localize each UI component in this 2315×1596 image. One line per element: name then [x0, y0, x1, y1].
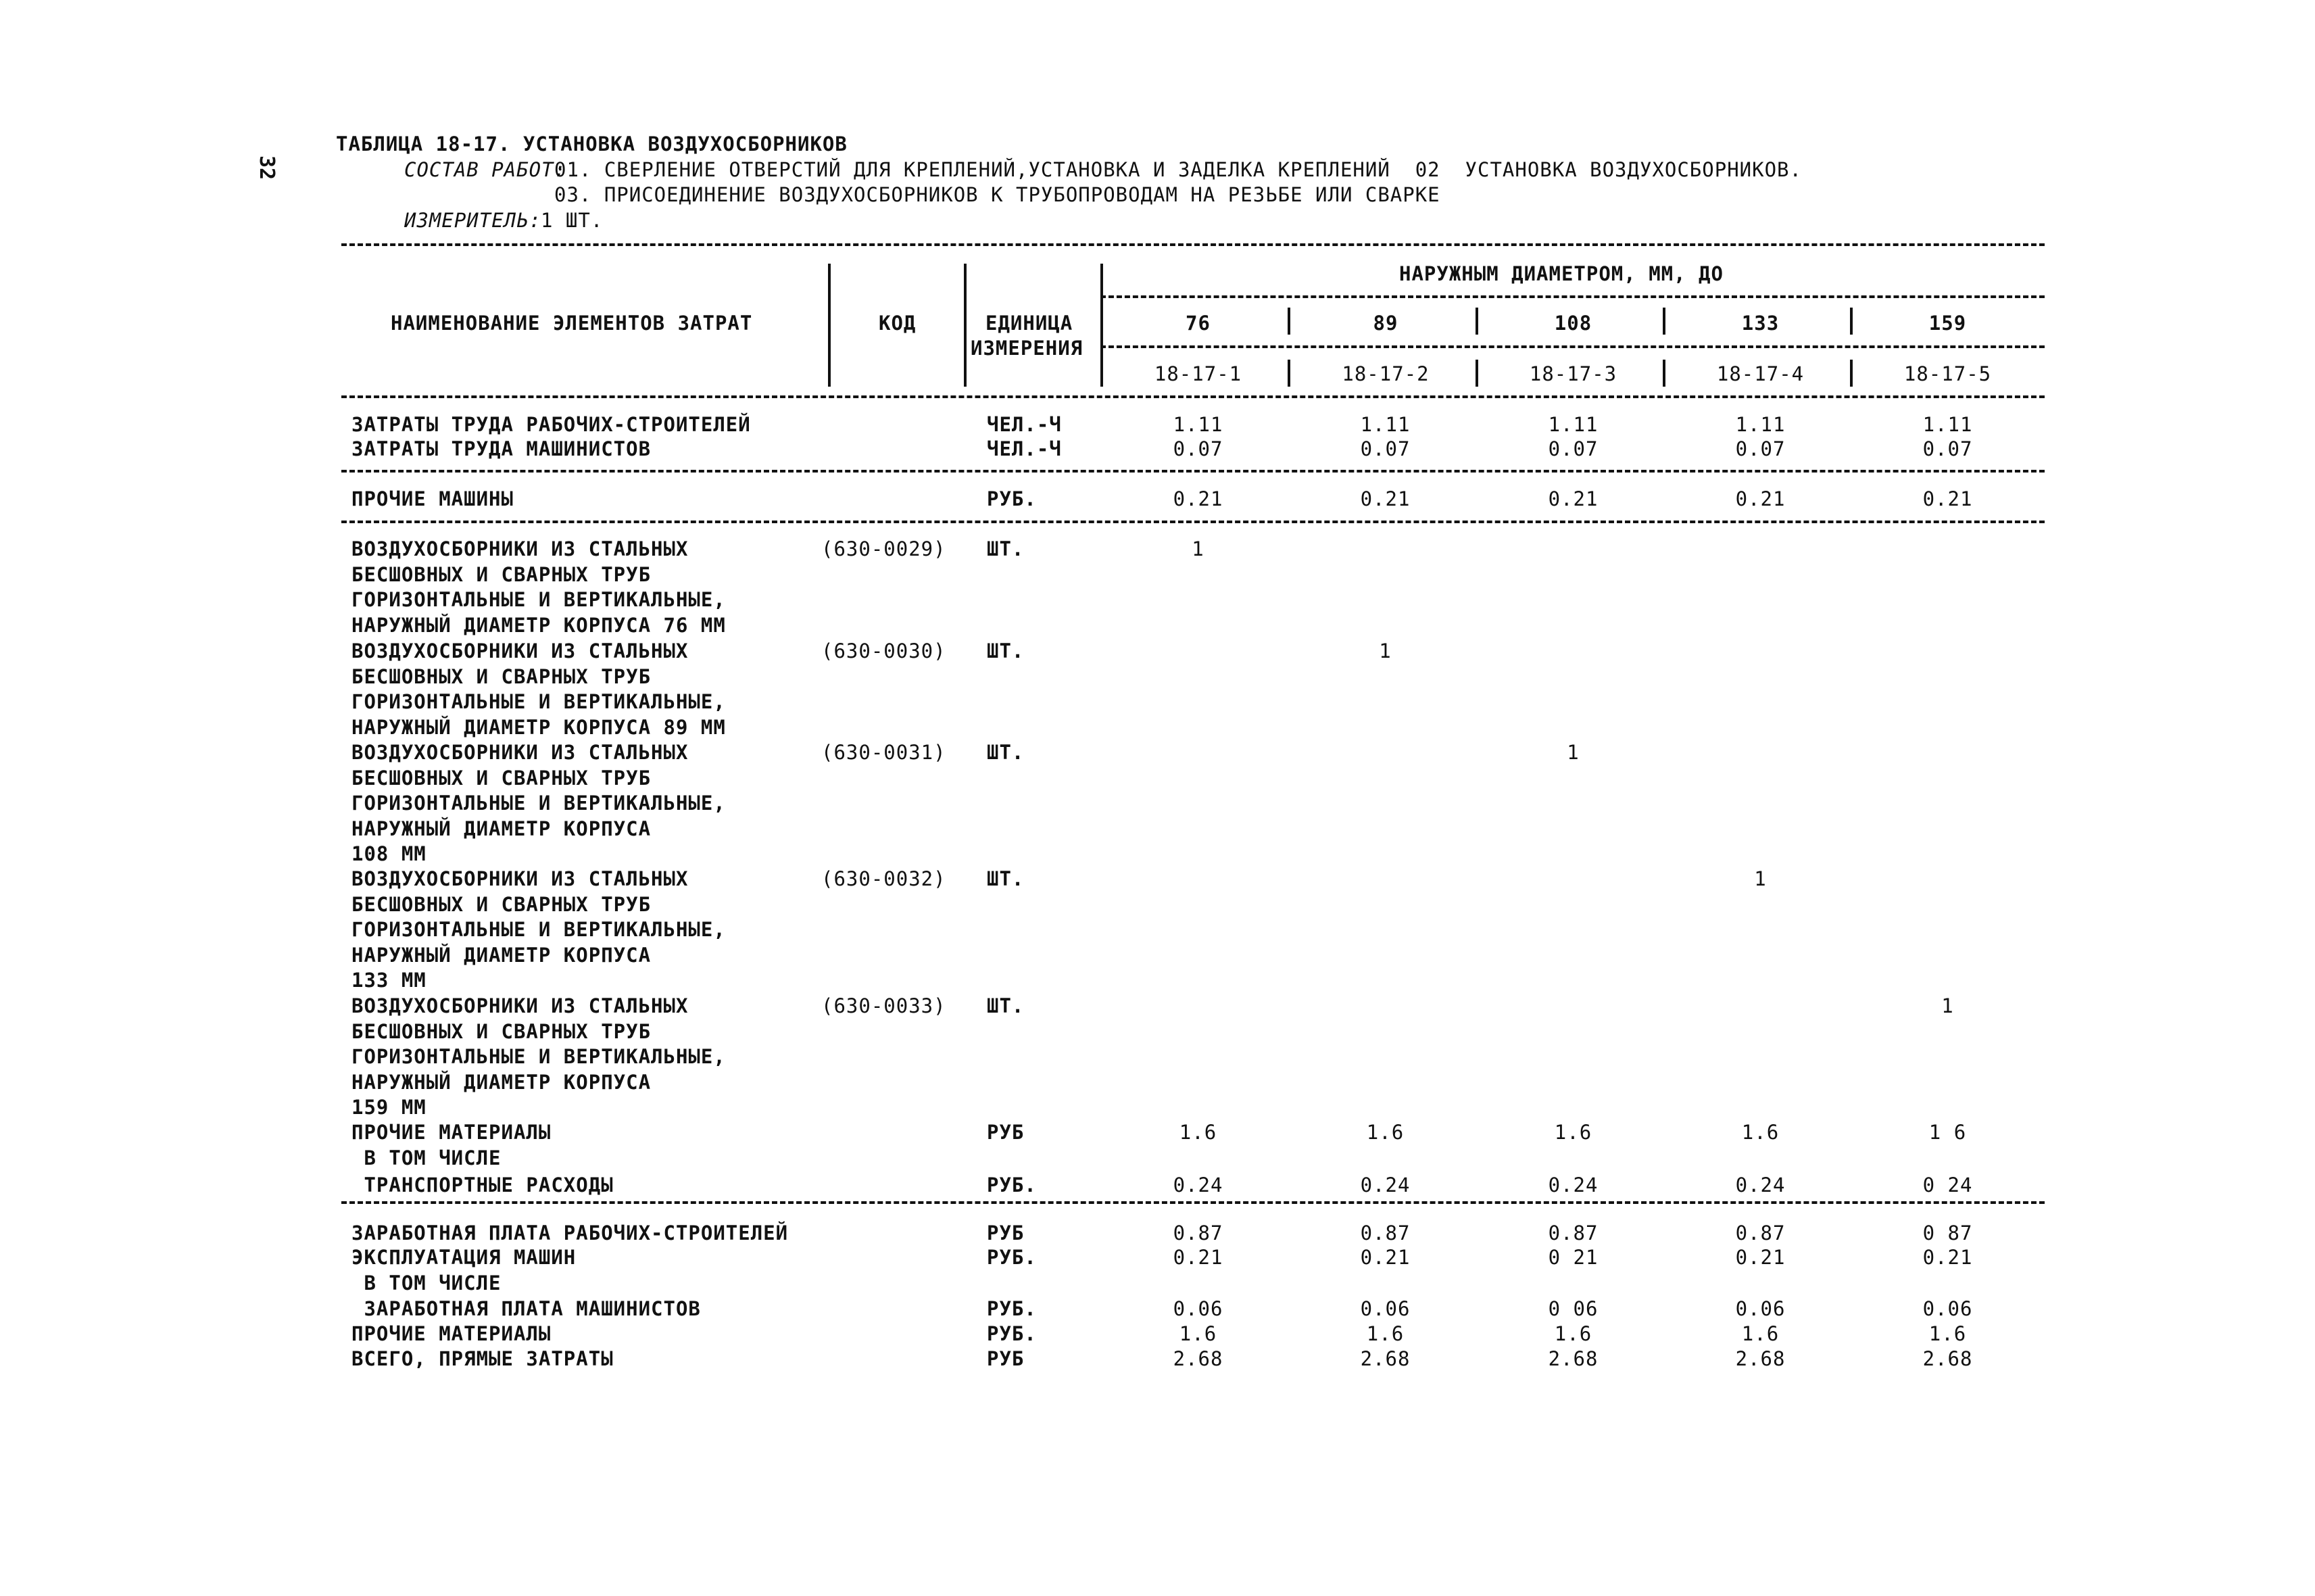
row-value: 0.24 — [1548, 1174, 1599, 1196]
row-value: 0.87 — [1548, 1222, 1599, 1244]
header-group: НАРУЖНЫМ ДИАМЕТРОМ, ММ, ДО — [1399, 262, 1724, 285]
row-value: 1.6 — [1928, 1322, 1967, 1345]
row-value: 0 21 — [1548, 1246, 1599, 1269]
row-value: 1.11 — [1922, 413, 1973, 436]
header-name: НАИМЕНОВАНИЕ ЭЛЕМЕНТОВ ЗАТРАТ — [391, 312, 753, 335]
rule-section-3 — [341, 1201, 2045, 1204]
row-value: 0.07 — [1922, 437, 1973, 460]
row-value: 0.87 — [1173, 1222, 1223, 1244]
rule-section-2 — [341, 521, 2045, 523]
row-value: 0.21 — [1360, 1246, 1411, 1269]
row-name: НАРУЖНЫЙ ДИАМЕТР КОРПУСА — [351, 1070, 652, 1094]
row-value: 0.21 — [1735, 1246, 1786, 1269]
header-unit-2: ИЗМЕРЕНИЯ — [971, 337, 1083, 360]
row-value: 1 — [1379, 639, 1392, 662]
measure-label: ИЗМЕРИТЕЛЬ: — [404, 209, 542, 232]
row-unit: ШТ. — [987, 994, 1025, 1017]
row-value: 0.06 — [1173, 1297, 1223, 1320]
header-diameter: 89 — [1373, 312, 1398, 335]
header-code-number: 18-17-4 — [1716, 362, 1805, 385]
row-name: ПРОЧИЕ МАТЕРИАЛЫ — [351, 1322, 552, 1345]
row-value: 1 — [1941, 994, 1954, 1017]
row-name: В ТОМ ЧИСЛЕ — [351, 1271, 502, 1295]
row-name: ВСЕГО, ПРЯМЫЕ ЗАТРАТЫ — [351, 1347, 614, 1370]
row-value: 1.6 — [1554, 1121, 1592, 1144]
table-title: ТАБЛИЦА 18-17. УСТАНОВКА ВОЗДУХОСБОРНИКОВ — [336, 132, 848, 155]
row-name: БЕСШОВНЫХ И СВАРНЫХ ТРУБ — [351, 1019, 652, 1043]
row-name: ГОРИЗОНТАЛЬНЫЕ И ВЕРТИКАЛЬНЫЕ, — [351, 792, 726, 815]
row-value: 0.21 — [1173, 487, 1223, 510]
row-name: НАРУЖНЫЙ ДИАМЕТР КОРПУСА 89 ММ — [351, 715, 726, 739]
row-value: 0.21 — [1735, 487, 1786, 510]
row-unit: ШТ. — [987, 867, 1025, 890]
row-name: БЕСШОВНЫХ И СВАРНЫХ ТРУБ — [351, 562, 652, 586]
row-value: 0.07 — [1735, 437, 1786, 460]
row-unit: РУБ. — [987, 1246, 1037, 1269]
row-unit: РУБ. — [987, 487, 1037, 510]
row-name: ВОЗДУХОСБОРНИКИ ИЗ СТАЛЬНЫХ — [351, 994, 689, 1017]
row-value: 0 87 — [1922, 1222, 1973, 1244]
row-value: 0.07 — [1548, 437, 1599, 460]
header-diameter: 159 — [1928, 312, 1967, 335]
vbar-c3 — [1663, 360, 1665, 387]
row-name: ТРАНСПОРТНЫЕ РАСХОДЫ — [351, 1174, 614, 1196]
row-value: 0.24 — [1173, 1174, 1223, 1196]
row-unit: РУБ — [987, 1347, 1025, 1370]
row-name: ПРОЧИЕ МАТЕРИАЛЫ — [351, 1121, 552, 1144]
row-value: 0.21 — [1548, 487, 1599, 510]
row-unit: ШТ. — [987, 537, 1025, 560]
row-name: БЕСШОВНЫХ И СВАРНЫХ ТРУБ — [351, 892, 652, 916]
row-value: 0.06 — [1735, 1297, 1786, 1320]
row-value: 0.06 — [1922, 1297, 1973, 1320]
row-unit: РУБ. — [987, 1322, 1037, 1345]
row-name: ГОРИЗОНТАЛЬНЫЕ И ВЕРТИКАЛЬНЫЕ, — [351, 690, 726, 713]
row-name: ВОЗДУХОСБОРНИКИ ИЗ СТАЛЬНЫХ — [351, 741, 689, 764]
row-name: ЗАРАБОТНАЯ ПЛАТА МАШИНИСТОВ — [351, 1297, 701, 1320]
row-unit: ЧЕЛ.-Ч — [987, 413, 1062, 436]
row-name: ПРОЧИЕ МАШИНЫ — [351, 487, 514, 510]
row-unit: РУБ — [987, 1222, 1025, 1244]
row-unit: РУБ. — [987, 1297, 1037, 1320]
header-diameter: 133 — [1741, 312, 1780, 335]
row-code: (630-0032) — [821, 867, 946, 890]
row-name: 133 ММ — [351, 969, 427, 992]
row-value: 0.24 — [1360, 1174, 1411, 1196]
row-value: 0.21 — [1922, 487, 1973, 510]
vbar-c2 — [1476, 360, 1478, 387]
rule-top — [341, 243, 2045, 246]
row-name: БЕСШОВНЫХ И СВАРНЫХ ТРУБ — [351, 766, 652, 790]
row-value: 2.68 — [1360, 1347, 1411, 1370]
page-number: 32 — [255, 155, 278, 180]
rule-group — [1100, 295, 2045, 298]
row-value: 1.6 — [1366, 1322, 1405, 1345]
row-code: (630-0033) — [821, 994, 946, 1017]
header-code-number: 18-17-5 — [1903, 362, 1992, 385]
row-value: 1.6 — [1366, 1121, 1405, 1144]
row-name: БЕСШОВНЫХ И СВАРНЫХ ТРУБ — [351, 664, 652, 688]
rule-section-1 — [341, 470, 2045, 473]
row-value: 0 06 — [1548, 1297, 1599, 1320]
row-value: 0.07 — [1173, 437, 1223, 460]
row-value: 1.6 — [1179, 1121, 1217, 1144]
row-name: ГОРИЗОНТАЛЬНЫЕ И ВЕРТИКАЛЬНЫЕ, — [351, 1045, 726, 1068]
row-value: 0.21 — [1173, 1246, 1223, 1269]
row-value: 0.87 — [1735, 1222, 1786, 1244]
row-value: 2.68 — [1548, 1347, 1599, 1370]
row-name: ЗАРАБОТНАЯ ПЛАТА РАБОЧИХ-СТРОИТЕЛЕЙ — [351, 1222, 789, 1244]
row-value: 1.6 — [1179, 1322, 1217, 1345]
rule-diam — [1100, 345, 2045, 348]
vbar-code — [828, 264, 831, 387]
row-value: 1.11 — [1360, 413, 1411, 436]
row-name: ЗАТРАТЫ ТРУДА МАШИНИСТОВ — [351, 437, 652, 460]
row-value: 0.21 — [1360, 487, 1411, 510]
row-name: НАРУЖНЫЙ ДИАМЕТР КОРПУСА 76 ММ — [351, 613, 726, 637]
row-unit: ЧЕЛ.-Ч — [987, 437, 1062, 460]
row-value: 0.87 — [1360, 1222, 1411, 1244]
row-code: (630-0029) — [821, 537, 946, 560]
header-diameter: 76 — [1186, 312, 1211, 335]
composition-label: СОСТАВ РАБОТ: — [404, 158, 566, 181]
row-unit: ШТ. — [987, 741, 1025, 764]
row-unit: ШТ. — [987, 639, 1025, 662]
row-name: ГОРИЗОНТАЛЬНЫЕ И ВЕРТИКАЛЬНЫЕ, — [351, 918, 726, 941]
vbar-d2 — [1476, 308, 1478, 335]
header-code-number: 18-17-1 — [1154, 362, 1242, 385]
measure-value: 1 ШТ. — [541, 209, 604, 232]
row-value: 1 — [1192, 537, 1204, 560]
composition-line-1: 01. СВЕРЛЕНИЕ ОТВЕРСТИЙ ДЛЯ КРЕПЛЕНИЙ,УСТАНОВКА И ЗАДЕЛКА КРЕПЛЕНИЙ 02 УСТАНОВКА ВОЗДУХОСБОРНИКОВ. — [554, 158, 1802, 181]
row-value: 1.11 — [1735, 413, 1786, 436]
row-value: 0.07 — [1360, 437, 1411, 460]
row-value: 1.6 — [1741, 1322, 1780, 1345]
header-unit-1: ЕДИНИЦА — [985, 312, 1073, 335]
row-name: 108 ММ — [351, 842, 427, 865]
row-value: 1 6 — [1928, 1121, 1967, 1144]
row-name: ЗАТРАТЫ ТРУДА РАБОЧИХ-СТРОИТЕЛЕЙ — [351, 413, 751, 436]
row-name: ЭКСПЛУАТАЦИЯ МАШИН — [351, 1246, 577, 1269]
header-code: КОД — [879, 312, 917, 335]
row-value: 1.6 — [1741, 1121, 1780, 1144]
row-value: 0.21 — [1922, 1246, 1973, 1269]
header-diameter: 108 — [1554, 312, 1592, 335]
composition-line-2: 03. ПРИСОЕДИНЕНИЕ ВОЗДУХОСБОРНИКОВ К ТРУБОПРОВОДАМ НА РЕЗЬБЕ ИЛИ СВАРКЕ — [554, 183, 1440, 206]
row-unit: РУБ — [987, 1121, 1025, 1144]
row-value: 1.6 — [1554, 1322, 1592, 1345]
row-code: (630-0030) — [821, 639, 946, 662]
header-code-number: 18-17-3 — [1529, 362, 1617, 385]
row-value: 1.11 — [1173, 413, 1223, 436]
vbar-d3 — [1663, 308, 1665, 335]
row-name: НАРУЖНЫЙ ДИАМЕТР КОРПУСА — [351, 943, 652, 967]
row-value: 1 — [1567, 741, 1580, 764]
header-code-number: 18-17-2 — [1342, 362, 1430, 385]
row-name: ГОРИЗОНТАЛЬНЫЕ И ВЕРТИКАЛЬНЫЕ, — [351, 588, 726, 611]
row-name: В ТОМ ЧИСЛЕ — [351, 1146, 502, 1169]
vbar-d1 — [1288, 308, 1290, 335]
row-value: 2.68 — [1735, 1347, 1786, 1370]
row-value: 1 — [1754, 867, 1767, 890]
row-value: 2.68 — [1173, 1347, 1223, 1370]
row-name: ВОЗДУХОСБОРНИКИ ИЗ СТАЛЬНЫХ — [351, 639, 689, 662]
row-value: 0.24 — [1735, 1174, 1786, 1196]
row-name: ВОЗДУХОСБОРНИКИ ИЗ СТАЛЬНЫХ — [351, 867, 689, 890]
vbar-group — [1100, 264, 1103, 387]
vbar-c1 — [1288, 360, 1290, 387]
row-name: НАРУЖНЫЙ ДИАМЕТР КОРПУСА — [351, 817, 652, 840]
vbar-d4 — [1850, 308, 1853, 335]
row-value: 2.68 — [1922, 1347, 1973, 1370]
row-value: 0.06 — [1360, 1297, 1411, 1320]
row-name: 159 ММ — [351, 1096, 427, 1119]
rule-header-bottom — [341, 395, 2045, 398]
row-value: 0 24 — [1922, 1174, 1973, 1196]
row-code: (630-0031) — [821, 741, 946, 764]
row-unit: РУБ. — [987, 1174, 1037, 1196]
vbar-c4 — [1850, 360, 1853, 387]
row-value: 1.11 — [1548, 413, 1599, 436]
row-name: ВОЗДУХОСБОРНИКИ ИЗ СТАЛЬНЫХ — [351, 537, 689, 560]
vbar-unit — [964, 264, 967, 387]
